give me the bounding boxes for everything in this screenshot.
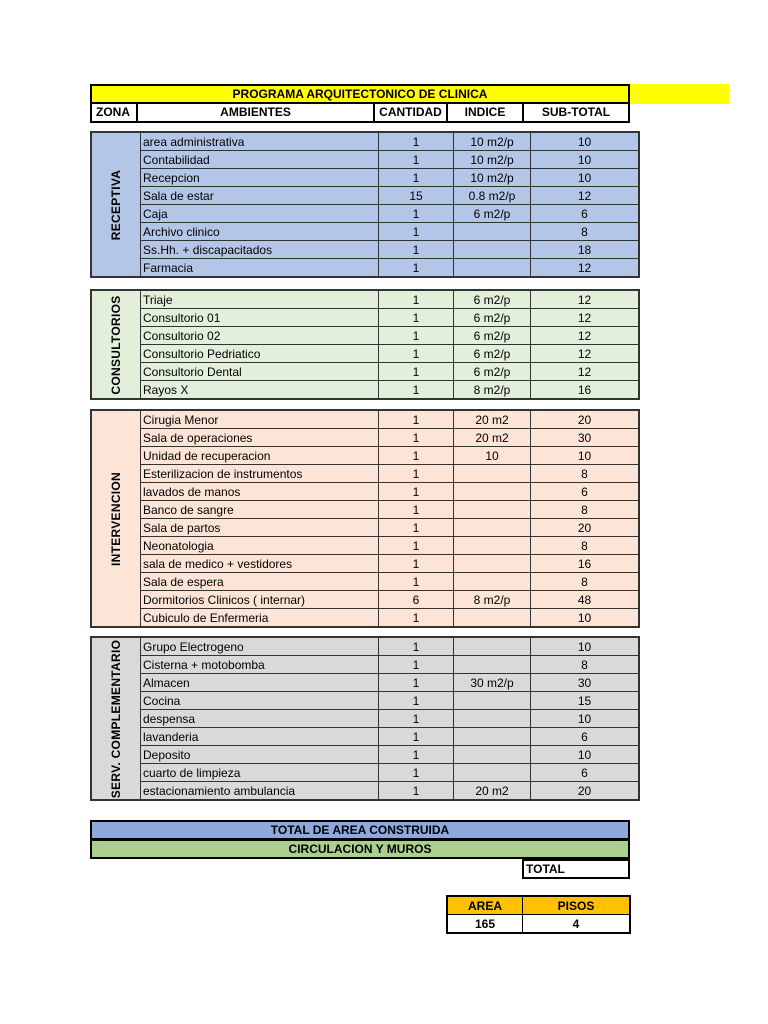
indice-cell: 6 m2/p [454, 363, 531, 381]
cantidad-cell: 1 [379, 241, 454, 259]
subtotal-cell: 8 [531, 573, 640, 591]
indice-cell [454, 555, 531, 573]
ambiente-cell: Caja [141, 205, 379, 223]
zone-label-cell [91, 132, 141, 277]
ambiente-cell: Sala de estar [141, 187, 379, 205]
table-row [91, 501, 639, 519]
subtotal-cell: 10 [531, 169, 640, 187]
table-row [91, 363, 639, 381]
cantidad-cell: 1 [379, 656, 454, 674]
zone-table-intervencion [90, 409, 640, 628]
indice-cell [454, 746, 531, 764]
header-zona: ZONA [90, 102, 138, 123]
cantidad-cell: 1 [379, 309, 454, 327]
header-indice: INDICE [446, 102, 524, 123]
indice-cell [454, 259, 531, 278]
sheet-title: PROGRAMA ARQUITECTONICO DE CLINICA [90, 84, 630, 104]
subtotal-cell: 30 [531, 674, 640, 692]
subtotal-cell: 8 [531, 501, 640, 519]
ambiente-cell: Banco de sangre [141, 501, 379, 519]
cantidad-cell: 1 [379, 782, 454, 801]
cantidad-cell: 1 [379, 637, 454, 656]
table-row [91, 429, 639, 447]
subtotal-cell: 12 [531, 309, 640, 327]
subtotal-cell: 15 [531, 692, 640, 710]
indice-cell [454, 728, 531, 746]
table-row [91, 764, 639, 782]
indice-cell: 10 [454, 447, 531, 465]
ambiente-cell: lavanderia [141, 728, 379, 746]
subtotal-cell: 10 [531, 151, 640, 169]
ambiente-cell: Contabilidad [141, 151, 379, 169]
subtotal-cell: 8 [531, 223, 640, 241]
cantidad-cell: 1 [379, 519, 454, 537]
zone-label-cell [91, 290, 141, 399]
indice-cell [454, 501, 531, 519]
cantidad-cell: 1 [379, 132, 454, 151]
table-row [91, 205, 639, 223]
total-label: TOTAL [522, 859, 630, 879]
ambiente-cell: estacionamiento ambulancia [141, 782, 379, 801]
subtotal-cell: 8 [531, 537, 640, 555]
table-row [91, 555, 639, 573]
indice-cell: 8 m2/p [454, 591, 531, 609]
table-row [91, 573, 639, 591]
subtotal-cell: 20 [531, 782, 640, 801]
ambiente-cell: Sala de espera [141, 573, 379, 591]
zone-table-consultorios [90, 289, 640, 400]
cantidad-cell: 1 [379, 363, 454, 381]
total-area-construida: TOTAL DE AREA CONSTRUIDA [90, 820, 630, 840]
area-header: AREA [447, 896, 523, 915]
subtotal-cell: 10 [531, 710, 640, 728]
subtotal-cell: 6 [531, 728, 640, 746]
zone-label: RECEPTIVA [109, 169, 123, 240]
indice-cell [454, 465, 531, 483]
table-row [91, 187, 639, 205]
subtotal-cell: 16 [531, 381, 640, 400]
ambiente-cell: Cubiculo de Enfermeria [141, 609, 379, 628]
indice-cell [454, 483, 531, 501]
ambiente-cell: Grupo Electrogeno [141, 637, 379, 656]
table-row [91, 519, 639, 537]
table-row [91, 223, 639, 241]
indice-cell [454, 241, 531, 259]
cantidad-cell: 1 [379, 710, 454, 728]
table-row [91, 591, 639, 609]
indice-cell: 6 m2/p [454, 205, 531, 223]
cantidad-cell: 15 [379, 187, 454, 205]
subtotal-cell: 30 [531, 429, 640, 447]
indice-cell: 0.8 m2/p [454, 187, 531, 205]
cantidad-cell: 1 [379, 381, 454, 400]
cantidad-cell: 1 [379, 483, 454, 501]
subtotal-cell: 12 [531, 187, 640, 205]
table-row [91, 692, 639, 710]
ambiente-cell: area administrativa [141, 132, 379, 151]
cantidad-cell: 1 [379, 728, 454, 746]
cantidad-cell: 1 [379, 290, 454, 309]
indice-cell: 6 m2/p [454, 345, 531, 363]
subtotal-cell: 16 [531, 555, 640, 573]
ambiente-cell: Consultorio Pedriatico [141, 345, 379, 363]
zone-label: CONSULTORIOS [109, 294, 123, 395]
cantidad-cell: 1 [379, 447, 454, 465]
cantidad-cell: 1 [379, 327, 454, 345]
cantidad-cell: 1 [379, 555, 454, 573]
ambiente-cell: Dormitorios Clinicos ( internar) [141, 591, 379, 609]
indice-cell: 8 m2/p [454, 381, 531, 400]
table-row [91, 447, 639, 465]
indice-cell [454, 573, 531, 591]
table-row [91, 728, 639, 746]
subtotal-cell: 18 [531, 241, 640, 259]
ambiente-cell: Esterilizacion de instrumentos [141, 465, 379, 483]
ambiente-cell: Sala de partos [141, 519, 379, 537]
ambiente-cell: Cirugia Menor [141, 410, 379, 429]
ambiente-cell: Ss.Hh. + discapacitados [141, 241, 379, 259]
indice-cell: 6 m2/p [454, 290, 531, 309]
subtotal-cell: 12 [531, 327, 640, 345]
cantidad-cell: 1 [379, 764, 454, 782]
zone-label-cell [91, 410, 141, 627]
zone-table-serv-complementario [90, 636, 640, 801]
table-row [91, 381, 639, 400]
subtotal-cell: 10 [531, 447, 640, 465]
table-row [91, 609, 639, 628]
indice-cell: 10 m2/p [454, 132, 531, 151]
subtotal-cell: 20 [531, 410, 640, 429]
ambiente-cell: lavados de manos [141, 483, 379, 501]
table-row [91, 674, 639, 692]
table-row [91, 132, 639, 151]
subtotal-cell: 12 [531, 345, 640, 363]
table-row [91, 537, 639, 555]
header-ambientes: AMBIENTES [136, 102, 375, 123]
table-row [91, 710, 639, 728]
subtotal-cell: 10 [531, 609, 640, 628]
indice-cell [454, 223, 531, 241]
ambiente-cell: Consultorio 02 [141, 327, 379, 345]
subtotal-cell: 6 [531, 483, 640, 501]
ambiente-cell: Almacen [141, 674, 379, 692]
ambiente-cell: Consultorio 01 [141, 309, 379, 327]
cantidad-cell: 1 [379, 151, 454, 169]
table-row [91, 746, 639, 764]
table-row [91, 290, 639, 309]
cantidad-cell: 1 [379, 573, 454, 591]
ambiente-cell: Rayos X [141, 381, 379, 400]
zone-label: SERV. COMPLEMENTARIO [109, 639, 123, 798]
zone-table-receptiva [90, 131, 640, 278]
indice-cell [454, 537, 531, 555]
cantidad-cell: 1 [379, 345, 454, 363]
subtotal-cell: 12 [531, 290, 640, 309]
subtotal-cell: 12 [531, 259, 640, 278]
cantidad-cell: 1 [379, 169, 454, 187]
header-cantidad: CANTIDAD [373, 102, 448, 123]
table-row [91, 309, 639, 327]
indice-cell [454, 692, 531, 710]
ambiente-cell: Deposito [141, 746, 379, 764]
ambiente-cell: Cisterna + motobomba [141, 656, 379, 674]
area-value: 165 [447, 915, 523, 934]
subtotal-cell: 10 [531, 746, 640, 764]
cantidad-cell: 1 [379, 537, 454, 555]
indice-cell: 10 m2/p [454, 151, 531, 169]
table-row [91, 465, 639, 483]
subtotal-cell: 48 [531, 591, 640, 609]
header-subtotal: SUB-TOTAL [522, 102, 630, 123]
table-row [91, 637, 639, 656]
indice-cell [454, 710, 531, 728]
indice-cell: 30 m2/p [454, 674, 531, 692]
circulacion-y-muros: CIRCULACION Y MUROS [90, 839, 630, 859]
zone-label-cell [91, 637, 141, 800]
ambiente-cell: Sala de operaciones [141, 429, 379, 447]
cantidad-cell: 1 [379, 501, 454, 519]
indice-cell [454, 637, 531, 656]
table-row [91, 656, 639, 674]
cantidad-cell: 1 [379, 410, 454, 429]
cantidad-cell: 1 [379, 465, 454, 483]
ambiente-cell: sala de medico + vestidores [141, 555, 379, 573]
ambiente-cell: cuarto de limpieza [141, 764, 379, 782]
ambiente-cell: Unidad de recuperacion [141, 447, 379, 465]
table-row [91, 241, 639, 259]
subtotal-cell: 10 [531, 637, 640, 656]
table-row [91, 259, 639, 278]
ambiente-cell: Consultorio Dental [141, 363, 379, 381]
cantidad-cell: 1 [379, 223, 454, 241]
title-highlight-extension [630, 84, 729, 104]
pisos-value: 4 [523, 915, 631, 934]
indice-cell: 20 m2 [454, 782, 531, 801]
indice-cell [454, 764, 531, 782]
subtotal-cell: 12 [531, 363, 640, 381]
table-row [91, 410, 639, 429]
table-row [91, 151, 639, 169]
ambiente-cell: Farmacia [141, 259, 379, 278]
subtotal-cell: 6 [531, 205, 640, 223]
indice-cell: 6 m2/p [454, 309, 531, 327]
ambiente-cell: Recepcion [141, 169, 379, 187]
indice-cell [454, 519, 531, 537]
table-row [91, 327, 639, 345]
subtotal-cell: 8 [531, 465, 640, 483]
subtotal-cell: 10 [531, 132, 640, 151]
cantidad-cell: 1 [379, 259, 454, 278]
area-pisos-table [446, 895, 631, 934]
cantidad-cell: 1 [379, 609, 454, 628]
indice-cell [454, 609, 531, 628]
ambiente-cell: Archivo clinico [141, 223, 379, 241]
table-row [91, 483, 639, 501]
subtotal-cell: 6 [531, 764, 640, 782]
table-row [91, 345, 639, 363]
zone-label: INTERVENCION [109, 471, 123, 566]
pisos-header: PISOS [523, 896, 631, 915]
subtotal-cell: 8 [531, 656, 640, 674]
table-row [91, 782, 639, 801]
cantidad-cell: 1 [379, 205, 454, 223]
indice-cell: 10 m2/p [454, 169, 531, 187]
cantidad-cell: 1 [379, 674, 454, 692]
subtotal-cell: 20 [531, 519, 640, 537]
indice-cell: 20 m2 [454, 429, 531, 447]
indice-cell: 6 m2/p [454, 327, 531, 345]
table-row [91, 169, 639, 187]
cantidad-cell: 1 [379, 746, 454, 764]
cantidad-cell: 6 [379, 591, 454, 609]
indice-cell: 20 m2 [454, 410, 531, 429]
ambiente-cell: Cocina [141, 692, 379, 710]
cantidad-cell: 1 [379, 429, 454, 447]
cantidad-cell: 1 [379, 692, 454, 710]
ambiente-cell: Triaje [141, 290, 379, 309]
ambiente-cell: despensa [141, 710, 379, 728]
ambiente-cell: Neonatologia [141, 537, 379, 555]
indice-cell [454, 656, 531, 674]
